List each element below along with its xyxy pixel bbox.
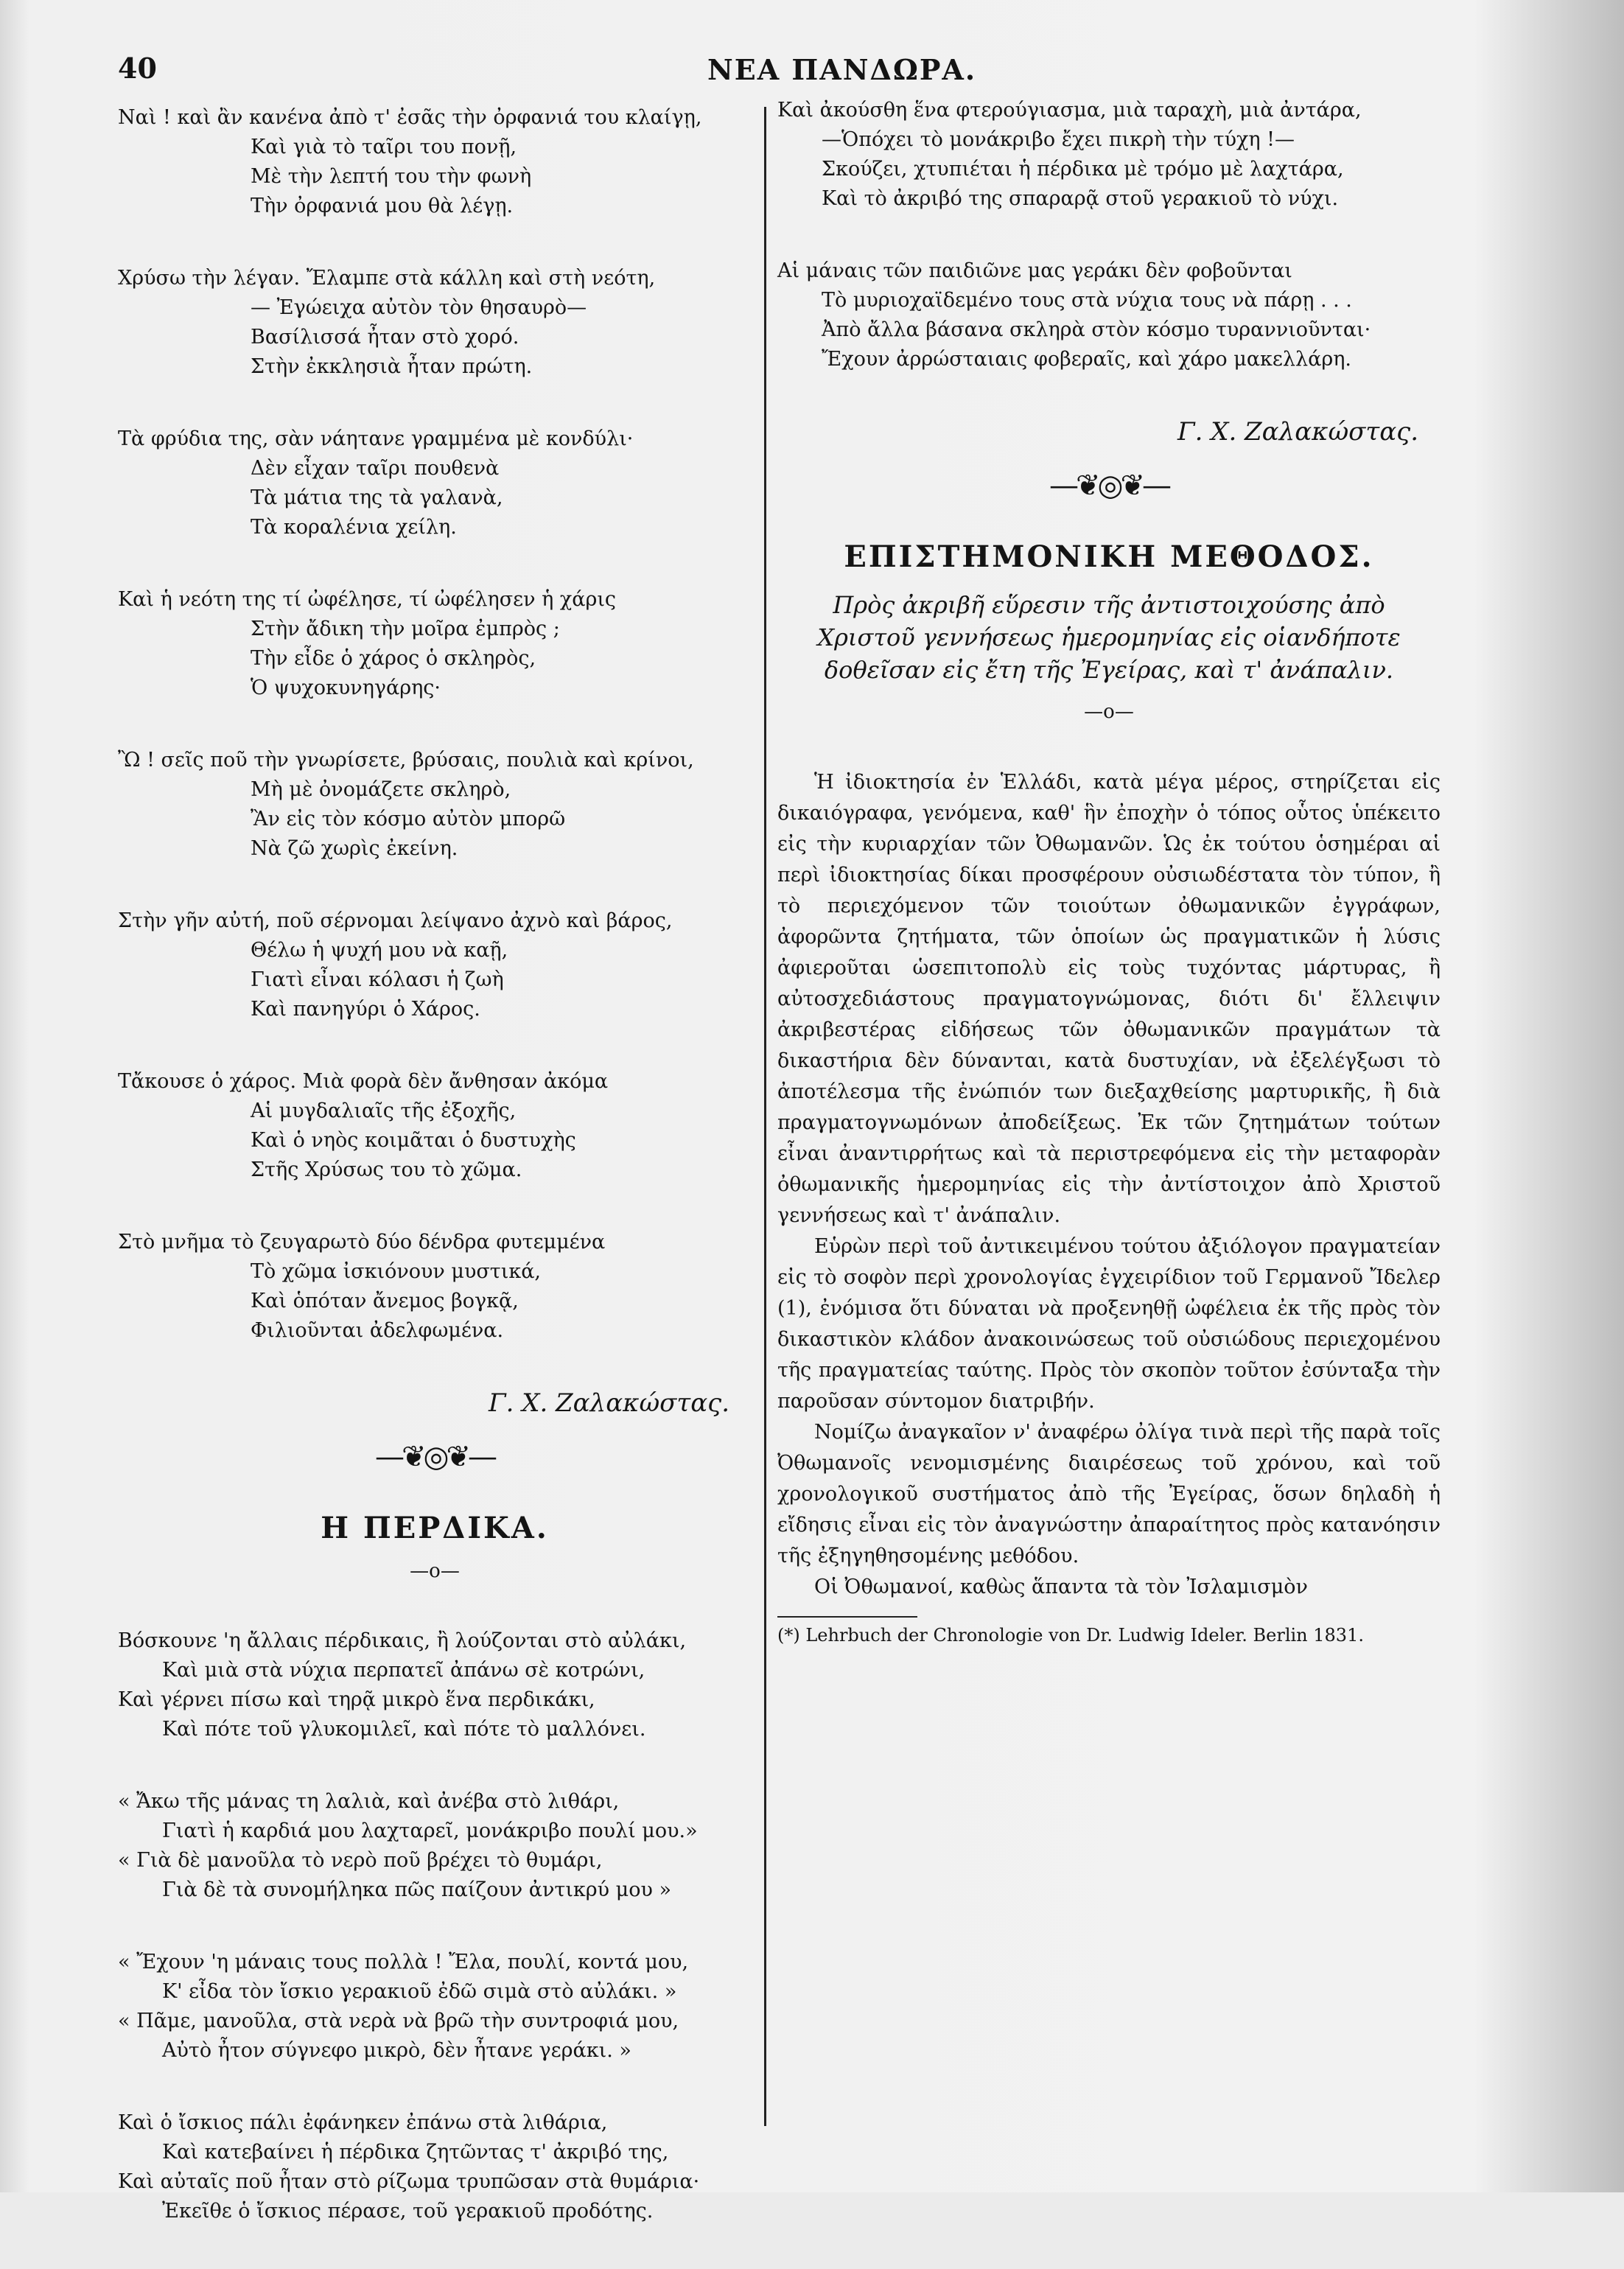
stanza xyxy=(118,585,752,703)
article-subtitle: Πρὸς ἀκριβῆ εὕρεσιν τῆς ἀντιστοιχούσης ἀπὸ Χριστοῦ γεννήσεως ἡμερομηνίας εἰς οἱανδήποτε δοθεῖσαν εἰς ἔτη τῆς Ἐγείρας, καὶ τ' ἀνάπαλιν. xyxy=(817,591,1401,684)
poem-signature: Γ. Χ. Ζαλακώστας. xyxy=(1177,417,1418,447)
poem-perdika xyxy=(118,1626,752,2226)
verse-line: Ναὶ ! καὶ ἂν κανένα ἀπὸ τ' ἐσᾶς τὴν ὀρφανιά του κλαίγῃ, xyxy=(118,106,702,129)
verse-line: Σκούζει, χτυπιέται ἡ πέρδικα μὲ τρόμο μὲ λαχτάρα, xyxy=(822,158,1344,181)
verse-line: Στὸ μνῆμα τὸ ζευγαρωτὸ δύο δένδρα φυτεμμένα xyxy=(118,1231,606,1254)
poem-perdika-continued xyxy=(777,96,1441,374)
verse-line: Καὶ ἀκούσθη ἕνα φτερούγιασμα, μιὰ ταραχὴ, μιὰ ἀντάρα, xyxy=(777,99,1362,122)
verse-line: Βασίλισσά ἦταν στὸ χορό. xyxy=(251,326,519,349)
verse-line: Τὴν εἶδε ὁ χάρος ὁ σκληρὸς, xyxy=(251,647,536,670)
verse-line: Γιὰ δὲ τὰ συνομήληκα πῶς παίζουν ἀντικρύ μου » xyxy=(162,1878,671,1901)
verse-line: Καὶ αὐταῖς ποῦ ἦταν στὸ ρίζωμα τρυπῶσαν στὰ θυμάρια· xyxy=(118,2170,700,2193)
stanza xyxy=(118,2108,752,2226)
verse-line: Μὲ τὴν λεπτή του τὴν φωνὴ xyxy=(251,165,532,188)
stanza xyxy=(118,1948,752,2066)
verse-line: Ὢ ! σεῖς ποῦ τὴν γνωρίσετε, βρύσαις, πουλιὰ καὶ κρίνοι, xyxy=(118,749,694,772)
verse-line: Αἱ μυγδαλιαῖς τῆς ἐξοχῆς, xyxy=(251,1099,517,1122)
page-number: 40 xyxy=(118,52,157,85)
ornament-divider: —❦◎❦— xyxy=(1049,469,1169,503)
verse-line: — Ἐγώειχα αὐτὸν τὸν θησαυρὸ— xyxy=(251,296,587,319)
verse-line: Τἄκουσε ὁ χάρος. Μιὰ φορὰ δὲν ἄνθησαν ἀκόμα xyxy=(118,1070,609,1093)
article-paragraph: Νομίζω ἀναγκαῖον ν' ἀναφέρω ὀλίγα τινὰ περὶ τῆς παρὰ τοῖς Ὀθωμανοῖς νενομισμένης διαιρέσεως τοῦ χρόνου, καὶ τοῦ χρονολογικοῦ συστήματος ἀπὸ τῆς Ἐγείρας, ὅσων δηλαδὴ ἡ εἴδησις εἶναι εἰς τὸν ἀναγνώστην ἀπαραίτητος πρὸς κατανόησιν τῆς ἐξηγηθησομένης μεθόδου. xyxy=(777,1421,1441,1567)
verse-line: « Γιὰ δὲ μανοῦλα τὸ νερὸ ποῦ βρέχει τὸ θυμάρι, xyxy=(118,1849,603,1872)
column-divider xyxy=(764,107,766,2126)
stanza xyxy=(118,746,752,864)
stanza xyxy=(777,96,1441,214)
poem-signature: Γ. Χ. Ζαλακώστας. xyxy=(489,1388,729,1418)
poem-zalakostas xyxy=(118,103,752,1346)
verse-line: Γιατὶ ἡ καρδιά μου λαχταρεῖ, μονάκριβο πουλί μου.» xyxy=(162,1819,698,1842)
verse-line: Στὴν γῆν αὐτή, ποῦ σέρνομαι λείψανο ἀχνὸ καὶ βάρος, xyxy=(118,909,673,932)
verse-line: Καὶ μιὰ στὰ νύχια περπατεῖ ἀπάνω σὲ κοτρώνι, xyxy=(162,1659,645,1682)
stanza xyxy=(118,906,752,1024)
verse-line: Θέλω ἡ ψυχή μου νὰ καῇ, xyxy=(251,939,508,962)
verse-line: Νὰ ζῶ χωρὶς ἐκείνη. xyxy=(251,837,458,860)
stanza xyxy=(118,1626,752,1744)
left-column xyxy=(118,103,752,2269)
verse-line: « Πᾶμε, μανοῦλα, στὰ νερὰ νὰ βρῶ τὴν συντροφιά μου, xyxy=(118,2010,679,2032)
verse-line: Τὰ φρύδια της, σὰν νάητανε γραμμένα μὲ κονδύλι· xyxy=(118,427,634,450)
footnote-rule xyxy=(777,1616,917,1618)
title-separator: —o— xyxy=(410,1560,460,1582)
verse-line: Καὶ ἡ νεότη της τί ὠφέλησε, τί ὠφέλησεν ἡ χάρις xyxy=(118,588,617,611)
verse-line: Στὴν ἐκκλησιὰ ἦταν πρώτη. xyxy=(251,355,533,378)
ornament-divider: —❦◎❦— xyxy=(375,1440,494,1474)
poem-title: Η ΠΕΡΔΙΚΑ. xyxy=(321,1511,549,1545)
verse-line: Καὶ γέρνει πίσω καὶ τηρᾷ μικρὸ ἕνα περδικάκι, xyxy=(118,1688,595,1711)
verse-line: —Ὁπόχει τὸ μονάκριβο ἔχει πικρὴ τὴν τύχη !— xyxy=(822,128,1295,151)
article-paragraph: Ἡ ἰδιοκτησία ἐν Ἑλλάδι, κατὰ μέγα μέρος, στηρίζεται εἰς δικαιόγραφα, γενόμενα, καθ' ἣν ἐποχὴν ὁ τόπος οὗτος ὑπέκειτο εἰς τὴν κυριαρχίαν τῶν Ὀθωμανῶν. Ὡς ἐκ τούτου ὁσημέραι αἱ περὶ ἰδιοκτησίας δίκαι προσφέρουν οὐσιωδέστατα τὸν τύπον, ἢ τὸ περιεχόμενον τῶν τοιούτων ὀθωμανικῶν ἐγγράφων, ἀφορῶντα ζητήματα, τῶν ὁποίων ὡς πραγματικῶν ἡ λύσις ἀφιεροῦται ὡσεπιτοπολὺ εἰς τοὺς τυχόντας μάρτυρας, ἢ αὐτοσχεδιάστους πραγματογνώμονας, διότι δι' ἔλλειψιν ἀκριβεστέρας εἰδήσεως τῶν ὀθωμανικῶν πραγμάτων τὰ δικαστήρια δὲν δύνανται, κατὰ δυστυχίαν, νὰ ἐξελέγξωσι τὸ ἀποτέλεσμα τῆς ἐνώπιόν των διεξαχθείσης μαρτυρικῆς, ἢ διὰ πραγματογνωμόνων ἀποδείξεως. Ἐκ τῶν ζητημάτων τούτων εἶναι ἀναντιρρήτως καὶ τὰ περιστρεφόμενα εἰς τὴν μεταφορὰν ὀθωμανικῆς ἡμερομηνίας εἰς τὴν ἀντίστοιχον ἀπὸ Χριστοῦ γεννήσεως καὶ τ' ἀνάπαλιν. xyxy=(777,771,1441,1227)
running-title: ΝΕΑ ΠΑΝΔΩΡΑ. xyxy=(707,53,977,86)
verse-line: Καὶ τὸ ἀκριβό της σπαραρᾷ στοῦ γερακιοῦ τὸ νύχι. xyxy=(822,187,1339,210)
verse-line: Τὰ κοραλένια χείλη. xyxy=(251,516,457,539)
stanza xyxy=(118,103,752,221)
article-separator: —o— xyxy=(1084,701,1134,723)
article-title: ΕΠΙΣΤΗΜΟΝΙΚΗ ΜΕΘΟΔΟΣ. xyxy=(844,539,1374,574)
verse-line: Γιατὶ εἶναι κόλασι ἡ ζωὴ xyxy=(251,968,504,991)
verse-line: Στῆς Χρύσως του τὸ χῶμα. xyxy=(251,1158,522,1181)
verse-line: Δὲν εἶχαν ταῖρι πουθενὰ xyxy=(251,457,500,480)
article-paragraph: Εὑρὼν περὶ τοῦ ἀντικειμένου τούτου ἀξιόλογον πραγματείαν εἰς τὸ σοφὸν περὶ χρονολογίας ἐγχειρίδιον τοῦ Γερμανοῦ Ἴδελερ (1), ἐνόμισα ὅτι δύναται νὰ προξενηθῇ ὠφέλεια ἐκ τῆς πρὸς τὸν δικαστικὸν κλάδον ἀνακοινώσεως τοῦ οὐσιώδους περιεχομένου τῆς πραγματείας ταύτης. Πρὸς τὸν σκοπὸν τοῦτον ἐσύνταξα τὴν παροῦσαν σύντομον διατριβήν. xyxy=(777,1235,1441,1413)
verse-line: Τὸ χῶμα ἰσκιόνουν μυστικά, xyxy=(251,1260,542,1283)
verse-line: Καὶ γιὰ τὸ ταῖρι του πονῇ, xyxy=(251,136,517,158)
verse-line: « Ἔχουν 'η μάναις τους πολλὰ ! Ἔλα, πουλί, κοντά μου, xyxy=(118,1951,689,1973)
stanza xyxy=(118,424,752,542)
verse-line: Αἱ μάναις τῶν παιδιῶνε μας γεράκι δὲν φοβοῦνται xyxy=(777,259,1292,282)
verse-line: Τὸ μυριοχαϊδεμένο τους στὰ νύχια τους νὰ πάρῃ . . . xyxy=(822,289,1352,312)
article-paragraph: Οἱ Ὀθωμανοί, καθὼς ἅπαντα τὰ τὸν Ἰσλαμισμὸν xyxy=(814,1576,1308,1598)
verse-line: « Ἄκω τῆς μάνας τη λαλιὰ, καὶ ἀνέβα στὸ λιθάρι, xyxy=(118,1790,620,1813)
verse-line: Ἀπὸ ἄλλα βάσανα σκληρὰ στὸν κόσμο τυραννιοῦνται· xyxy=(822,318,1371,341)
stanza xyxy=(777,256,1441,374)
verse-line: Μὴ μὲ ὀνομάζετε σκληρὸ, xyxy=(251,778,511,801)
verse-line: Καὶ ὁπόταν ἄνεμος βογκᾷ, xyxy=(251,1290,519,1312)
verse-line: Ἔχουν ἀρρώσταιαις φοβεραῖς, καὶ χάρο μακελλάρη. xyxy=(822,348,1352,371)
right-column xyxy=(777,96,1441,1647)
verse-line: Κ' εἶδα τὸν ἴσκιο γερακιοῦ ἐδῶ σιμὰ στὸ αὐλάκι. » xyxy=(162,1980,677,2003)
verse-line: Στὴν ἄδικη τὴν μοῖρα ἐμπρὸς ; xyxy=(251,618,560,640)
footnote: (*) Lehrbuch der Chronologie von Dr. Ludwig Ideler. Berlin 1831. xyxy=(777,1625,1364,1646)
article-body xyxy=(777,767,1441,1603)
verse-line: Τὴν ὀρφανιά μου θὰ λέγῃ. xyxy=(251,195,514,217)
verse-line: Καὶ πότε τοῦ γλυκομιλεῖ, καὶ πότε τὸ μαλλόνει. xyxy=(162,1718,646,1741)
verse-line: Καὶ κατεβαίνει ἡ πέρδικα ζητῶντας τ' ἀκριβό της, xyxy=(162,2141,669,2164)
stanza xyxy=(118,1067,752,1185)
stanza xyxy=(118,1228,752,1346)
verse-line: Ὁ ψυχοκυνηγάρης· xyxy=(251,676,441,699)
verse-line: Τὰ μάτια της τὰ γαλανὰ, xyxy=(251,486,503,509)
verse-line: Καὶ ὁ ἴσκιος πάλι ἐφάνηκεν ἐπάνω στὰ λιθάρια, xyxy=(118,2111,608,2134)
verse-line: Καὶ πανηγύρι ὁ Χάρος. xyxy=(251,998,480,1021)
verse-line: Ἐκεῖθε ὁ ἴσκιος πέρασε, τοῦ γερακιοῦ προδότης. xyxy=(162,2200,654,2223)
verse-line: Καὶ ὁ νηὸς κοιμᾶται ὁ δυστυχὴς xyxy=(251,1129,576,1152)
page-header xyxy=(118,46,1444,97)
verse-line: Αὐτὸ ἦτον σύγνεφο μικρὸ, δὲν ἦτανε γεράκι. » xyxy=(162,2039,631,2062)
stanza xyxy=(118,264,752,382)
verse-line: Βόσκουνε 'η ἄλλαις πέρδικαις, ἢ λούζονται στὸ αὐλάκι, xyxy=(118,1629,687,1652)
verse-line: Φιλιοῦνται ἀδελφωμένα. xyxy=(251,1319,504,1342)
stanza xyxy=(118,1787,752,1905)
verse-line: Ἂν εἰς τὸν κόσμο αὐτὸν μπορῶ xyxy=(251,808,566,831)
verse-line: Χρύσω τὴν λέγαν. Ἔλαμπε στὰ κάλλη καὶ στὴ νεότη, xyxy=(118,267,656,290)
